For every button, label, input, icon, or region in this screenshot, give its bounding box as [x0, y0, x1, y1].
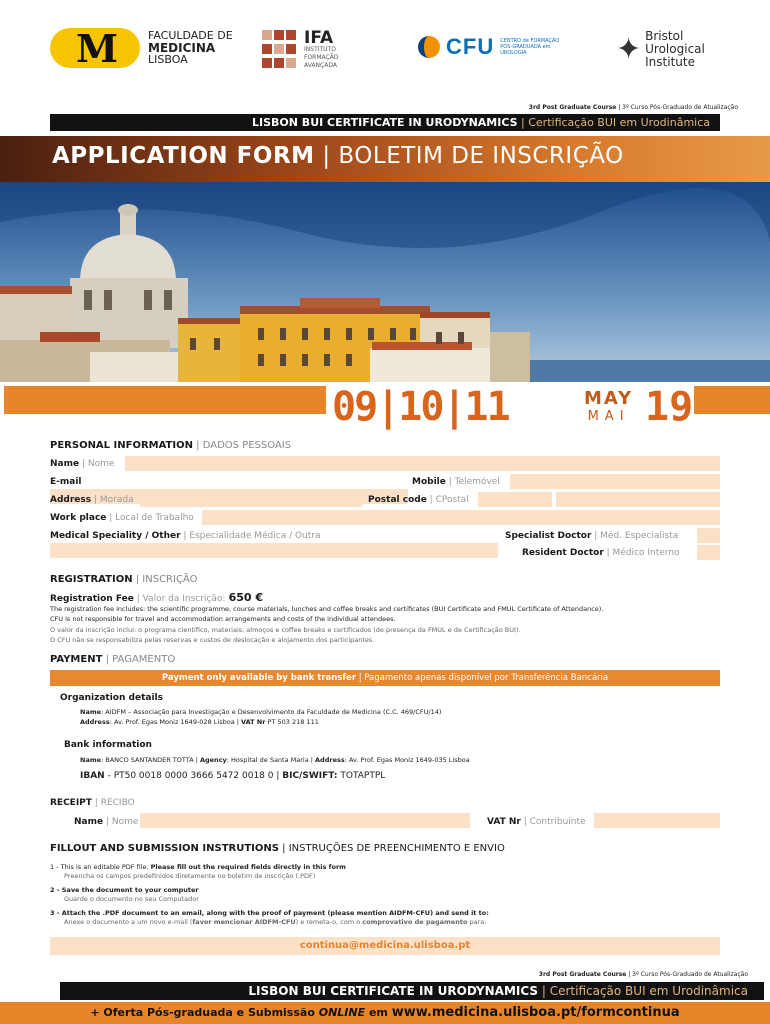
- fee-note-3: O valor da inscrição inclui: o programa científico, materiais, almoços e coffee breaks e certificados (de presença da FMUL e de Certificação BUI).: [50, 626, 521, 634]
- resident-doctor-label: Resident Doctor | Médico Interno: [522, 548, 680, 558]
- bank-information-heading: Bank information: [64, 740, 152, 750]
- logo-strip: [0, 18, 770, 78]
- receipt-vat-label: VAT Nr | Contribuinte: [487, 817, 586, 827]
- specialist-doctor-label: Specialist Doctor | Méd. Especialista: [505, 531, 679, 541]
- organization-details-heading: Organization details: [60, 693, 163, 703]
- course-title-en: LISBON BUI CERTIFICATE IN URODYNAMICS: [252, 116, 518, 129]
- name-label: Name | Nome: [50, 459, 115, 469]
- ifa-title: IFA: [304, 28, 334, 48]
- instruction-step-2: 2 - Save the document to your computer: [50, 886, 199, 894]
- instruction-step-1-pt: Preencha os campos predefinidos diretamente no boletim de inscrição (.PDF): [64, 872, 316, 880]
- cfu-subtitle: CENTRO de FORMAÇÃO PÓS-GRADUADA em UROLOGIA: [500, 38, 560, 56]
- cfu-title: CFU: [446, 34, 495, 59]
- receipt-name-label: Name | Nome: [74, 817, 139, 827]
- instruction-step-3-pt: Anexe o documento a um novo e-mail (favor mencionar AIDFM-CFU) e remeta-o, com o comprovativo de pagamento para:: [64, 918, 487, 926]
- instruction-step-1: 1 - This is an editable PDF file. Please fill out the required fields directly in this form: [50, 863, 346, 871]
- cfu-logo: [418, 34, 570, 60]
- postal-code-field[interactable]: [478, 492, 552, 507]
- fml-line2: MEDICINA: [148, 41, 216, 55]
- address-label: Address | Morada: [50, 495, 134, 505]
- footer-offer-bar: + Oferta Pós-graduada e Submissão ONLINE em www.medicina.ulisboa.pt/formcontinua: [0, 1002, 770, 1024]
- speciality-field[interactable]: [50, 543, 498, 558]
- bui-line3: Institute: [645, 55, 695, 69]
- fml-logo-mark: M: [50, 28, 140, 68]
- resident-doctor-checkbox[interactable]: [697, 545, 720, 560]
- lisbon-photo: [0, 182, 770, 382]
- organization-address: Address: Av. Prof. Egas Moniz 1649-028 Lisboa | VAT Nr PT 503 218 111: [80, 718, 319, 726]
- receipt-name-field[interactable]: [140, 813, 470, 828]
- fml-logo: [50, 26, 233, 71]
- mobile-field[interactable]: [510, 474, 720, 489]
- person-figure-icon: ✦: [616, 32, 642, 67]
- name-field[interactable]: [125, 456, 720, 471]
- fml-line1: FACULDADE DE: [148, 29, 233, 42]
- address-field[interactable]: [140, 492, 362, 507]
- iban-line: IBAN - PT50 0018 0000 3666 5472 0018 0 | BIC/SWIFT: TOTAPTPL: [80, 771, 386, 781]
- specialist-doctor-checkbox[interactable]: [697, 528, 720, 543]
- organization-name: Name: AIDFM – Associação para Investigação e Desenvolvimento da Faculdade de Medicina (C.C. 469/CFU/14): [80, 708, 442, 716]
- date-bar-right: [694, 386, 770, 414]
- ifa-line2: FORMAÇÃO: [304, 54, 339, 61]
- speciality-label: Medical Speciality / Other | Especialidade Médica / Outra: [50, 531, 321, 541]
- email-label: E-mail: [50, 477, 82, 487]
- footer-website-link[interactable]: www.medicina.ulisboa.pt/formcontinua: [391, 1005, 680, 1020]
- event-year: 19: [645, 384, 694, 430]
- course-pretitle: 3rd Post Graduate Course | 3º Curso Pós-Graduado de Atualização: [528, 104, 738, 111]
- bank-details: Name: BANCO SANTANDER TOTTA | Agency: Hospital de Santa Maria | Address: Av. Prof. Egas Moniz 1649-035 Lisboa: [80, 756, 470, 764]
- bui-line1: Bristol: [645, 29, 684, 43]
- month-en: MAY: [584, 388, 634, 409]
- city-field[interactable]: [556, 492, 720, 507]
- work-place-field[interactable]: [202, 510, 720, 525]
- instruction-step-3: 3 - Attach the .PDF document to an email, along with the proof of payment (please mention AIDFM-CFU) and send it to:: [50, 909, 489, 917]
- personal-info-heading: PERSONAL INFORMATION | DADOS PESSOAIS: [50, 440, 292, 451]
- payment-method-bar: Payment only available by bank transfer | Pagamento apenas disponível por Transferência Bancária: [50, 670, 720, 686]
- fee-note-4: O CFU não se responsabiliza pelas reservas e custos de deslocação e alojamento dos participantes.: [50, 636, 375, 644]
- receipt-vat-field[interactable]: [594, 813, 720, 828]
- payment-heading: PAYMENT | PAGAMENTO: [50, 654, 176, 665]
- work-place-label: Work place | Local de Trabalho: [50, 513, 194, 523]
- cfu-globe-icon: [418, 36, 440, 58]
- registration-fee: Registration Fee | Valor da Inscrição: 650 €: [50, 591, 264, 604]
- form-title: APPLICATION FORM | BOLETIM DE INSCRIÇÃO: [52, 143, 624, 169]
- instruction-step-2-pt: Guarde o documento no seu Computador: [64, 895, 199, 903]
- event-days: 09|10|11: [332, 384, 509, 430]
- event-month: [584, 388, 633, 424]
- ifa-grid-icon: [262, 30, 296, 70]
- fml-line3: LISBOA: [148, 53, 188, 66]
- submission-email-link[interactable]: continua@medicina.ulisboa.pt: [299, 940, 471, 951]
- ifa-logo: [262, 30, 338, 70]
- ifa-line1: INSTITUTO: [304, 46, 336, 53]
- footer-course-title-bar: LISBON BUI CERTIFICATE IN URODYNAMICS | Certificação BUI em Urodinâmica: [60, 982, 764, 1000]
- course-title-bar: LISBON BUI CERTIFICATE IN URODYNAMICS | Certificação BUI em Urodinâmica: [50, 114, 720, 131]
- date-bar-left: [4, 386, 326, 414]
- receipt-heading: RECEIPT | RECIBO: [50, 798, 135, 808]
- fee-note-1: The registration fee includes: the scientific programme, course materials, lunches and coffee breaks and certificates (BUI Certificate and FMUL Certificate of Attendance).: [50, 605, 604, 613]
- bui-line2: Urological: [645, 42, 705, 56]
- month-pt: MAI: [587, 409, 630, 424]
- bui-logo: [616, 30, 705, 69]
- mobile-label: Mobile | Telemóvel: [412, 477, 500, 487]
- footer-course-pretitle: 3rd Post Graduate Course | 3º Curso Pós-Graduado de Atualização: [538, 971, 748, 978]
- fee-note-2: CFU is not responsible for travel and accommodation arrangements and costs of the individual attendees.: [50, 615, 396, 623]
- course-title-pt: Certificação BUI em Urodinâmica: [528, 116, 710, 129]
- instructions-heading: FILLOUT AND SUBMISSION INSTRUTIONS | INSTRUÇÕES DE PREENCHIMENTO E ENVIO: [50, 843, 505, 854]
- postal-code-label: Postal code | CPostal: [368, 495, 469, 505]
- registration-heading: REGISTRATION | INSCRIÇÃO: [50, 574, 198, 585]
- form-title-bar: [0, 136, 770, 182]
- ifa-line3: AVANÇADA: [304, 62, 337, 69]
